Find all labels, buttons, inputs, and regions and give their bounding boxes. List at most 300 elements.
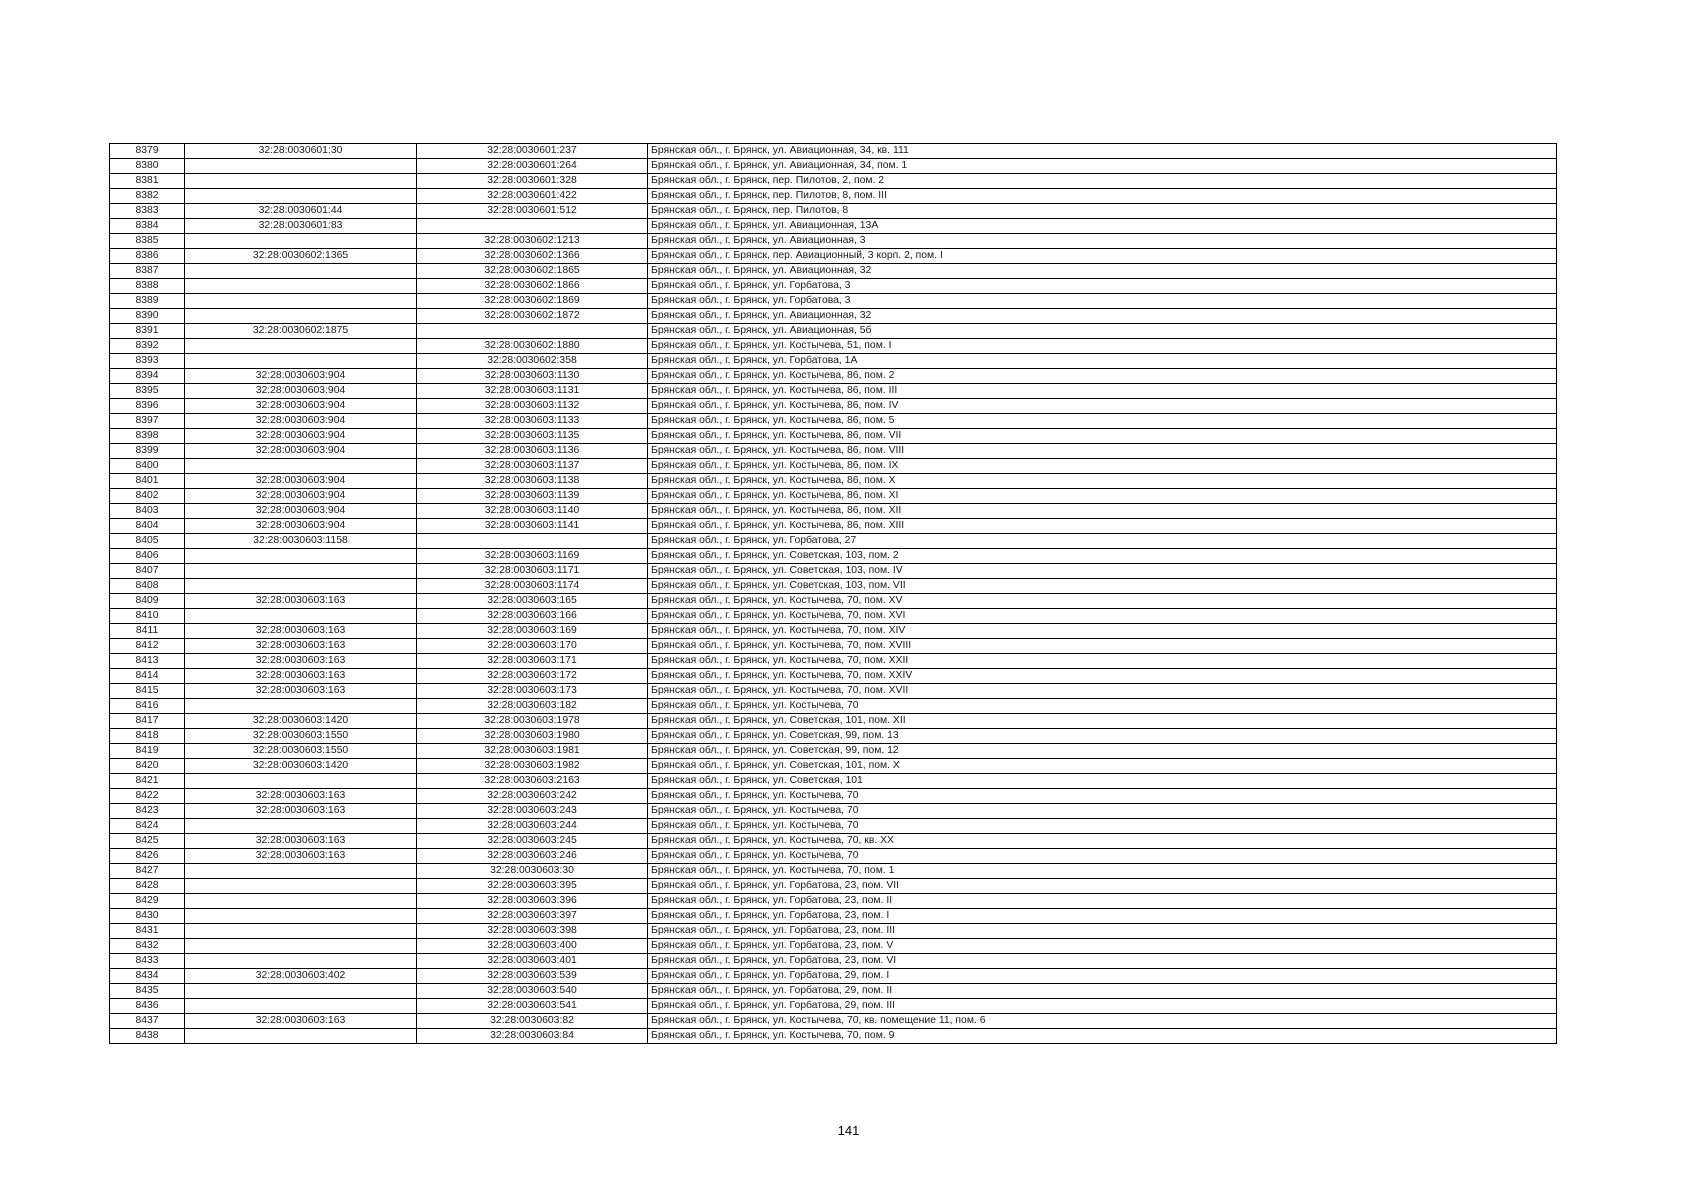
cadastral-number-cell: 32:28:0030603:1980 xyxy=(417,729,648,744)
cadastral-number-cell: 32:28:0030601:237 xyxy=(417,144,648,159)
row-number-cell: 8421 xyxy=(110,774,185,789)
parent-cadastral-cell: 32:28:0030601:83 xyxy=(185,219,417,234)
row-number-cell: 8395 xyxy=(110,384,185,399)
table-row xyxy=(110,564,1557,579)
table-row xyxy=(110,939,1557,954)
parent-cadastral-cell: 32:28:0030603:1550 xyxy=(185,744,417,759)
row-number-cell: 8407 xyxy=(110,564,185,579)
parent-cadastral-cell: 32:28:0030603:163 xyxy=(185,849,417,864)
parent-cadastral-cell xyxy=(185,459,417,474)
table-row xyxy=(110,339,1557,354)
cadastral-number-cell: 32:28:0030603:1978 xyxy=(417,714,648,729)
address-cell: Брянская обл., г. Брянск, ул. Костычева, 86, пом. III xyxy=(648,384,1557,399)
table-row xyxy=(110,714,1557,729)
table-row xyxy=(110,954,1557,969)
table-row xyxy=(110,549,1557,564)
table-body xyxy=(110,144,1557,1044)
cadastral-number-cell xyxy=(417,324,648,339)
row-number-cell: 8427 xyxy=(110,864,185,879)
address-cell: Брянская обл., г. Брянск, ул. Горбатова, 29, пом. I xyxy=(648,969,1557,984)
row-number-cell: 8381 xyxy=(110,174,185,189)
address-cell: Брянская обл., г. Брянск, ул. Авиационная, 32 xyxy=(648,309,1557,324)
address-cell: Брянская обл., г. Брянск, пер. Пилотов, 8, пом. III xyxy=(648,189,1557,204)
parent-cadastral-cell xyxy=(185,564,417,579)
row-number-cell: 8397 xyxy=(110,414,185,429)
table-row xyxy=(110,639,1557,654)
row-number-cell: 8422 xyxy=(110,789,185,804)
table-row xyxy=(110,669,1557,684)
row-number-cell: 8417 xyxy=(110,714,185,729)
cadastral-number-cell: 32:28:0030603:1139 xyxy=(417,489,648,504)
parent-cadastral-cell: 32:28:0030601:30 xyxy=(185,144,417,159)
table-row xyxy=(110,174,1557,189)
address-cell: Брянская обл., г. Брянск, ул. Советская, 103, пом. IV xyxy=(648,564,1557,579)
cadastral-number-cell: 32:28:0030603:1174 xyxy=(417,579,648,594)
address-cell: Брянская обл., г. Брянск, ул. Костычева, 70 xyxy=(648,849,1557,864)
cadastral-number-cell xyxy=(417,534,648,549)
address-cell: Брянская обл., г. Брянск, ул. Костычева, 86, пом. XIII xyxy=(648,519,1557,534)
address-cell: Брянская обл., г. Брянск, ул. Костычева, 70, пом. XV xyxy=(648,594,1557,609)
row-number-cell: 8396 xyxy=(110,399,185,414)
parent-cadastral-cell: 32:28:0030603:904 xyxy=(185,444,417,459)
parent-cadastral-cell: 32:28:0030603:904 xyxy=(185,414,417,429)
cadastral-number-cell: 32:28:0030603:1131 xyxy=(417,384,648,399)
address-cell: Брянская обл., г. Брянск, ул. Горбатова, 23, пом. VI xyxy=(648,954,1557,969)
table-row xyxy=(110,774,1557,789)
row-number-cell: 8438 xyxy=(110,1029,185,1044)
parent-cadastral-cell: 32:28:0030603:904 xyxy=(185,489,417,504)
address-cell: Брянская обл., г. Брянск, ул. Костычева, 70, кв. помещение 11, пом. 6 xyxy=(648,1014,1557,1029)
table-row xyxy=(110,594,1557,609)
cadastral-number-cell: 32:28:0030603:173 xyxy=(417,684,648,699)
address-cell: Брянская обл., г. Брянск, ул. Советская, 103, пом. VII xyxy=(648,579,1557,594)
table-row xyxy=(110,699,1557,714)
address-cell: Брянская обл., г. Брянск, ул. Советская, 103, пом. 2 xyxy=(648,549,1557,564)
parent-cadastral-cell: 32:28:0030603:904 xyxy=(185,474,417,489)
row-number-cell: 8398 xyxy=(110,429,185,444)
cadastral-number-cell: 32:28:0030603:1133 xyxy=(417,414,648,429)
parent-cadastral-cell xyxy=(185,999,417,1014)
row-number-cell: 8426 xyxy=(110,849,185,864)
table-row xyxy=(110,579,1557,594)
row-number-cell: 8385 xyxy=(110,234,185,249)
row-number-cell: 8389 xyxy=(110,294,185,309)
table-row xyxy=(110,894,1557,909)
parent-cadastral-cell xyxy=(185,939,417,954)
table-row xyxy=(110,354,1557,369)
cadastral-number-cell: 32:28:0030603:1981 xyxy=(417,744,648,759)
row-number-cell: 8382 xyxy=(110,189,185,204)
parent-cadastral-cell: 32:28:0030603:1420 xyxy=(185,759,417,774)
table-row xyxy=(110,624,1557,639)
table-row xyxy=(110,1029,1557,1044)
address-cell: Брянская обл., г. Брянск, пер. Пилотов, 8 xyxy=(648,204,1557,219)
cadastral-number-cell: 32:28:0030602:1865 xyxy=(417,264,648,279)
parent-cadastral-cell: 32:28:0030603:904 xyxy=(185,369,417,384)
address-cell: Брянская обл., г. Брянск, ул. Советская, 101, пом. X xyxy=(648,759,1557,774)
parent-cadastral-cell xyxy=(185,279,417,294)
address-cell: Брянская обл., г. Брянск, ул. Горбатова, 23, пом. VII xyxy=(648,879,1557,894)
cadastral-number-cell: 32:28:0030601:422 xyxy=(417,189,648,204)
table-row xyxy=(110,294,1557,309)
table-row xyxy=(110,504,1557,519)
row-number-cell: 8428 xyxy=(110,879,185,894)
row-number-cell: 8379 xyxy=(110,144,185,159)
address-cell: Брянская обл., г. Брянск, ул. Горбатова, 3 xyxy=(648,279,1557,294)
table-row xyxy=(110,204,1557,219)
cadastral-number-cell: 32:28:0030603:1140 xyxy=(417,504,648,519)
address-cell: Брянская обл., г. Брянск, ул. Костычева, 86, пом. 5 xyxy=(648,414,1557,429)
address-cell: Брянская обл., г. Брянск, ул. Авиационная, 34, кв. 111 xyxy=(648,144,1557,159)
row-number-cell: 8434 xyxy=(110,969,185,984)
table-row xyxy=(110,924,1557,939)
parent-cadastral-cell: 32:28:0030603:163 xyxy=(185,834,417,849)
row-number-cell: 8402 xyxy=(110,489,185,504)
table-row xyxy=(110,279,1557,294)
parent-cadastral-cell xyxy=(185,699,417,714)
row-number-cell: 8433 xyxy=(110,954,185,969)
row-number-cell: 8429 xyxy=(110,894,185,909)
parent-cadastral-cell: 32:28:0030603:904 xyxy=(185,399,417,414)
cadastral-number-cell: 32:28:0030603:245 xyxy=(417,834,648,849)
table-row xyxy=(110,369,1557,384)
table-row xyxy=(110,969,1557,984)
cadastral-number-cell: 32:28:0030602:1880 xyxy=(417,339,648,354)
cadastral-number-cell: 32:28:0030603:2163 xyxy=(417,774,648,789)
table-row xyxy=(110,159,1557,174)
address-cell: Брянская обл., г. Брянск, ул. Советская, 101 xyxy=(648,774,1557,789)
cadastral-number-cell: 32:28:0030603:539 xyxy=(417,969,648,984)
table-row xyxy=(110,399,1557,414)
table-row xyxy=(110,834,1557,849)
row-number-cell: 8435 xyxy=(110,984,185,999)
cadastral-number-cell xyxy=(417,219,648,234)
parent-cadastral-cell: 32:28:0030603:163 xyxy=(185,639,417,654)
cadastral-number-cell: 32:28:0030602:1869 xyxy=(417,294,648,309)
parent-cadastral-cell: 32:28:0030602:1875 xyxy=(185,324,417,339)
cadastral-number-cell: 32:28:0030602:1366 xyxy=(417,249,648,264)
address-cell: Брянская обл., г. Брянск, ул. Горбатова, 23, пом. III xyxy=(648,924,1557,939)
cadastral-number-cell: 32:28:0030603:84 xyxy=(417,1029,648,1044)
cadastral-number-cell: 32:28:0030603:30 xyxy=(417,864,648,879)
cadastral-number-cell: 32:28:0030603:244 xyxy=(417,819,648,834)
address-cell: Брянская обл., г. Брянск, ул. Костычева, 86, пом. XI xyxy=(648,489,1557,504)
cadastral-number-cell: 32:28:0030603:541 xyxy=(417,999,648,1014)
address-cell: Брянская обл., г. Брянск, ул. Костычева, 70, пом. 9 xyxy=(648,1029,1557,1044)
row-number-cell: 8390 xyxy=(110,309,185,324)
row-number-cell: 8437 xyxy=(110,1014,185,1029)
address-cell: Брянская обл., г. Брянск, ул. Костычева, 86, пом. IV xyxy=(648,399,1557,414)
parent-cadastral-cell xyxy=(185,159,417,174)
parent-cadastral-cell: 32:28:0030603:163 xyxy=(185,789,417,804)
row-number-cell: 8408 xyxy=(110,579,185,594)
address-cell: Брянская обл., г. Брянск, ул. Костычева, 70, пом. XXIV xyxy=(648,669,1557,684)
address-cell: Брянская обл., г. Брянск, ул. Горбатова, 23, пом. II xyxy=(648,894,1557,909)
cadastral-table xyxy=(109,143,1557,1044)
cadastral-number-cell: 32:28:0030602:358 xyxy=(417,354,648,369)
address-cell: Брянская обл., г. Брянск, ул. Костычева, 70, пом. XVII xyxy=(648,684,1557,699)
cadastral-number-cell: 32:28:0030603:82 xyxy=(417,1014,648,1029)
cadastral-number-cell: 32:28:0030603:540 xyxy=(417,984,648,999)
address-cell: Брянская обл., г. Брянск, ул. Горбатова, 23, пом. V xyxy=(648,939,1557,954)
cadastral-number-cell: 32:28:0030603:1171 xyxy=(417,564,648,579)
cadastral-number-cell: 32:28:0030603:1982 xyxy=(417,759,648,774)
table-row xyxy=(110,414,1557,429)
row-number-cell: 8409 xyxy=(110,594,185,609)
table-row xyxy=(110,609,1557,624)
row-number-cell: 8403 xyxy=(110,504,185,519)
row-number-cell: 8400 xyxy=(110,459,185,474)
parent-cadastral-cell xyxy=(185,189,417,204)
address-cell: Брянская обл., г. Брянск, ул. Костычева, 86, пом. IX xyxy=(648,459,1557,474)
address-cell: Брянская обл., г. Брянск, ул. Горбатова, 1А xyxy=(648,354,1557,369)
row-number-cell: 8431 xyxy=(110,924,185,939)
parent-cadastral-cell: 32:28:0030603:163 xyxy=(185,594,417,609)
parent-cadastral-cell xyxy=(185,864,417,879)
cadastral-number-cell: 32:28:0030601:328 xyxy=(417,174,648,189)
parent-cadastral-cell: 32:28:0030601:44 xyxy=(185,204,417,219)
address-cell: Брянская обл., г. Брянск, ул. Авиационная, 5б xyxy=(648,324,1557,339)
table-row xyxy=(110,879,1557,894)
row-number-cell: 8418 xyxy=(110,729,185,744)
row-number-cell: 8423 xyxy=(110,804,185,819)
address-cell: Брянская обл., г. Брянск, ул. Костычева, 86, пом. X xyxy=(648,474,1557,489)
parent-cadastral-cell xyxy=(185,609,417,624)
row-number-cell: 8436 xyxy=(110,999,185,1014)
cadastral-number-cell: 32:28:0030603:1137 xyxy=(417,459,648,474)
address-cell: Брянская обл., г. Брянск, ул. Авиационная, 34, пом. 1 xyxy=(648,159,1557,174)
cadastral-number-cell: 32:28:0030603:166 xyxy=(417,609,648,624)
table-row xyxy=(110,864,1557,879)
cadastral-number-cell: 32:28:0030603:171 xyxy=(417,654,648,669)
address-cell: Брянская обл., г. Брянск, ул. Авиационная, 13А xyxy=(648,219,1557,234)
table-row xyxy=(110,684,1557,699)
cadastral-number-cell: 32:28:0030603:169 xyxy=(417,624,648,639)
cadastral-number-cell: 32:28:0030603:397 xyxy=(417,909,648,924)
parent-cadastral-cell xyxy=(185,984,417,999)
cadastral-number-cell: 32:28:0030603:396 xyxy=(417,894,648,909)
row-number-cell: 8394 xyxy=(110,369,185,384)
cadastral-number-cell: 32:28:0030601:264 xyxy=(417,159,648,174)
address-cell: Брянская обл., г. Брянск, ул. Горбатова, 3 xyxy=(648,294,1557,309)
table-row xyxy=(110,249,1557,264)
address-cell: Брянская обл., г. Брянск, ул. Костычева, 70 xyxy=(648,804,1557,819)
parent-cadastral-cell xyxy=(185,579,417,594)
table-row xyxy=(110,234,1557,249)
table-row xyxy=(110,189,1557,204)
address-cell: Брянская обл., г. Брянск, пер. Авиационный, 3 корп. 2, пом. I xyxy=(648,249,1557,264)
parent-cadastral-cell: 32:28:0030603:163 xyxy=(185,684,417,699)
table-row xyxy=(110,984,1557,999)
address-cell: Брянская обл., г. Брянск, ул. Авиационная, 32 xyxy=(648,264,1557,279)
parent-cadastral-cell xyxy=(185,339,417,354)
table-row xyxy=(110,534,1557,549)
table-row xyxy=(110,654,1557,669)
table-row xyxy=(110,744,1557,759)
address-cell: Брянская обл., г. Брянск, пер. Пилотов, 2, пом. 2 xyxy=(648,174,1557,189)
cadastral-number-cell: 32:28:0030603:395 xyxy=(417,879,648,894)
cadastral-number-cell: 32:28:0030603:182 xyxy=(417,699,648,714)
parent-cadastral-cell xyxy=(185,894,417,909)
row-number-cell: 8391 xyxy=(110,324,185,339)
table-row xyxy=(110,909,1557,924)
row-number-cell: 8432 xyxy=(110,939,185,954)
address-cell: Брянская обл., г. Брянск, ул. Авиационная, 3 xyxy=(648,234,1557,249)
table-row xyxy=(110,429,1557,444)
address-cell: Брянская обл., г. Брянск, ул. Советская, 101, пом. XII xyxy=(648,714,1557,729)
table-row xyxy=(110,444,1557,459)
parent-cadastral-cell xyxy=(185,294,417,309)
parent-cadastral-cell xyxy=(185,909,417,924)
parent-cadastral-cell xyxy=(185,549,417,564)
table-row xyxy=(110,219,1557,234)
row-number-cell: 8419 xyxy=(110,744,185,759)
table-row xyxy=(110,519,1557,534)
cadastral-number-cell: 32:28:0030603:170 xyxy=(417,639,648,654)
row-number-cell: 8406 xyxy=(110,549,185,564)
parent-cadastral-cell xyxy=(185,234,417,249)
parent-cadastral-cell xyxy=(185,309,417,324)
cadastral-number-cell: 32:28:0030603:1130 xyxy=(417,369,648,384)
cadastral-number-cell: 32:28:0030603:172 xyxy=(417,669,648,684)
row-number-cell: 8414 xyxy=(110,669,185,684)
cadastral-number-cell: 32:28:0030603:1135 xyxy=(417,429,648,444)
row-number-cell: 8383 xyxy=(110,204,185,219)
table-row xyxy=(110,324,1557,339)
cadastral-number-cell: 32:28:0030603:1141 xyxy=(417,519,648,534)
address-cell: Брянская обл., г. Брянск, ул. Костычева, 70, пом. XVI xyxy=(648,609,1557,624)
row-number-cell: 8392 xyxy=(110,339,185,354)
table-row xyxy=(110,384,1557,399)
row-number-cell: 8412 xyxy=(110,639,185,654)
row-number-cell: 8387 xyxy=(110,264,185,279)
cadastral-number-cell: 32:28:0030602:1213 xyxy=(417,234,648,249)
parent-cadastral-cell: 32:28:0030603:904 xyxy=(185,504,417,519)
row-number-cell: 8415 xyxy=(110,684,185,699)
parent-cadastral-cell xyxy=(185,174,417,189)
cadastral-number-cell: 32:28:0030603:165 xyxy=(417,594,648,609)
parent-cadastral-cell: 32:28:0030603:904 xyxy=(185,429,417,444)
table-row xyxy=(110,789,1557,804)
address-cell: Брянская обл., г. Брянск, ул. Костычева, 86, пом. VII xyxy=(648,429,1557,444)
cadastral-number-cell: 32:28:0030603:1136 xyxy=(417,444,648,459)
table-row xyxy=(110,729,1557,744)
parent-cadastral-cell xyxy=(185,924,417,939)
address-cell: Брянская обл., г. Брянск, ул. Горбатова, 29, пом. II xyxy=(648,984,1557,999)
parent-cadastral-cell: 32:28:0030603:1550 xyxy=(185,729,417,744)
parent-cadastral-cell: 32:28:0030603:163 xyxy=(185,624,417,639)
address-cell: Брянская обл., г. Брянск, ул. Советская, 99, пом. 12 xyxy=(648,744,1557,759)
address-cell: Брянская обл., г. Брянск, ул. Костычева, 70 xyxy=(648,699,1557,714)
parent-cadastral-cell: 32:28:0030603:1158 xyxy=(185,534,417,549)
address-cell: Брянская обл., г. Брянск, ул. Советская, 99, пом. 13 xyxy=(648,729,1557,744)
cadastral-number-cell: 32:28:0030603:243 xyxy=(417,804,648,819)
row-number-cell: 8386 xyxy=(110,249,185,264)
cadastral-number-cell: 32:28:0030603:246 xyxy=(417,849,648,864)
row-number-cell: 8420 xyxy=(110,759,185,774)
address-cell: Брянская обл., г. Брянск, ул. Костычева, 86, пом. VIII xyxy=(648,444,1557,459)
row-number-cell: 8405 xyxy=(110,534,185,549)
row-number-cell: 8410 xyxy=(110,609,185,624)
address-cell: Брянская обл., г. Брянск, ул. Горбатова, 23, пом. I xyxy=(648,909,1557,924)
address-cell: Брянская обл., г. Брянск, ул. Горбатова, 29, пом. III xyxy=(648,999,1557,1014)
address-cell: Брянская обл., г. Брянск, ул. Костычева, 70 xyxy=(648,819,1557,834)
parent-cadastral-cell: 32:28:0030603:163 xyxy=(185,804,417,819)
parent-cadastral-cell xyxy=(185,879,417,894)
row-number-cell: 8401 xyxy=(110,474,185,489)
address-cell: Брянская обл., г. Брянск, ул. Костычева, 86, пом. 2 xyxy=(648,369,1557,384)
table-row xyxy=(110,144,1557,159)
row-number-cell: 8393 xyxy=(110,354,185,369)
address-cell: Брянская обл., г. Брянск, ул. Костычева, 51, пом. I xyxy=(648,339,1557,354)
row-number-cell: 8413 xyxy=(110,654,185,669)
row-number-cell: 8425 xyxy=(110,834,185,849)
row-number-cell: 8424 xyxy=(110,819,185,834)
row-number-cell: 8411 xyxy=(110,624,185,639)
table-row xyxy=(110,309,1557,324)
table-row xyxy=(110,999,1557,1014)
parent-cadastral-cell: 32:28:0030603:163 xyxy=(185,669,417,684)
parent-cadastral-cell xyxy=(185,819,417,834)
table-row xyxy=(110,459,1557,474)
table-row xyxy=(110,759,1557,774)
parent-cadastral-cell: 32:28:0030603:904 xyxy=(185,519,417,534)
parent-cadastral-cell xyxy=(185,774,417,789)
parent-cadastral-cell: 32:28:0030603:402 xyxy=(185,969,417,984)
parent-cadastral-cell xyxy=(185,264,417,279)
address-cell: Брянская обл., г. Брянск, ул. Костычева, 70, кв. XX xyxy=(648,834,1557,849)
page-number: 141 xyxy=(837,1123,860,1138)
table-row xyxy=(110,264,1557,279)
row-number-cell: 8380 xyxy=(110,159,185,174)
parent-cadastral-cell: 32:28:0030602:1365 xyxy=(185,249,417,264)
cadastral-number-cell: 32:28:0030602:1866 xyxy=(417,279,648,294)
table-row xyxy=(110,1014,1557,1029)
cadastral-number-cell: 32:28:0030603:1132 xyxy=(417,399,648,414)
row-number-cell: 8404 xyxy=(110,519,185,534)
table-row xyxy=(110,804,1557,819)
address-cell: Брянская обл., г. Брянск, ул. Костычева, 86, пом. XII xyxy=(648,504,1557,519)
parent-cadastral-cell xyxy=(185,354,417,369)
parent-cadastral-cell xyxy=(185,1029,417,1044)
cadastral-number-cell: 32:28:0030603:398 xyxy=(417,924,648,939)
parent-cadastral-cell: 32:28:0030603:163 xyxy=(185,654,417,669)
row-number-cell: 8430 xyxy=(110,909,185,924)
cadastral-number-cell: 32:28:0030603:1169 xyxy=(417,549,648,564)
address-cell: Брянская обл., г. Брянск, ул. Горбатова, 27 xyxy=(648,534,1557,549)
address-cell: Брянская обл., г. Брянск, ул. Костычева, 70 xyxy=(648,789,1557,804)
address-cell: Брянская обл., г. Брянск, ул. Костычева, 70, пом. XVIII xyxy=(648,639,1557,654)
row-number-cell: 8388 xyxy=(110,279,185,294)
table-row xyxy=(110,474,1557,489)
cadastral-number-cell: 32:28:0030603:400 xyxy=(417,939,648,954)
parent-cadastral-cell: 32:28:0030603:163 xyxy=(185,1014,417,1029)
cadastral-number-cell: 32:28:0030602:1872 xyxy=(417,309,648,324)
address-cell: Брянская обл., г. Брянск, ул. Костычева, 70, пом. XXII xyxy=(648,654,1557,669)
cadastral-number-cell: 32:28:0030603:401 xyxy=(417,954,648,969)
table-row xyxy=(110,819,1557,834)
parent-cadastral-cell: 32:28:0030603:1420 xyxy=(185,714,417,729)
row-number-cell: 8416 xyxy=(110,699,185,714)
parent-cadastral-cell xyxy=(185,954,417,969)
cadastral-number-cell: 32:28:0030603:1138 xyxy=(417,474,648,489)
table-row xyxy=(110,489,1557,504)
address-cell: Брянская обл., г. Брянск, ул. Костычева, 70, пом. 1 xyxy=(648,864,1557,879)
cadastral-number-cell: 32:28:0030601:512 xyxy=(417,204,648,219)
parent-cadastral-cell: 32:28:0030603:904 xyxy=(185,384,417,399)
cadastral-number-cell: 32:28:0030603:242 xyxy=(417,789,648,804)
address-cell: Брянская обл., г. Брянск, ул. Костычева, 70, пом. XIV xyxy=(648,624,1557,639)
